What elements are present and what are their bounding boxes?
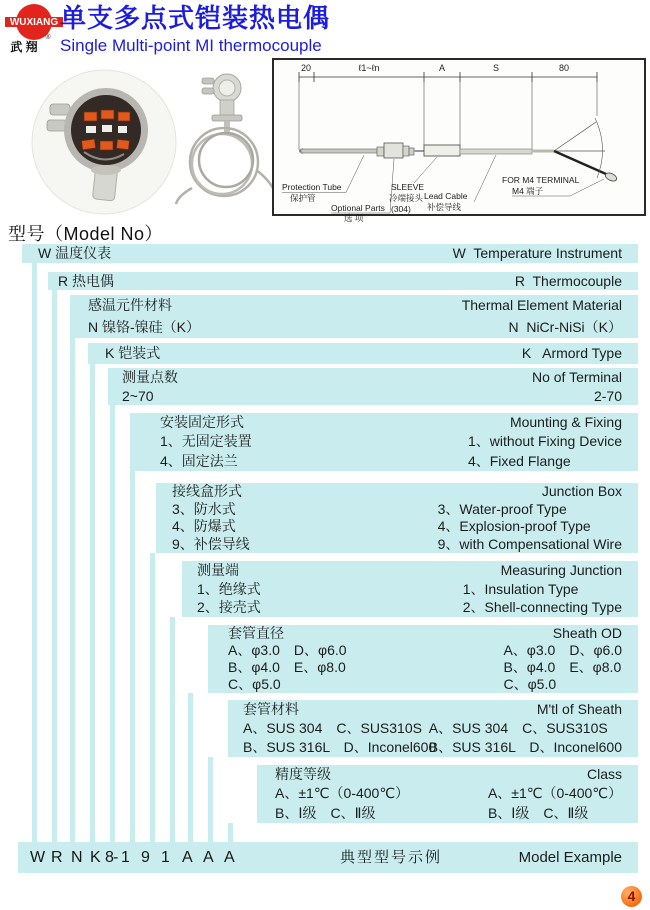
- example-code-char: A: [203, 849, 214, 866]
- table-row: [48, 272, 638, 290]
- row-line-en: 4、Explosion-proof Type: [437, 518, 591, 534]
- label-protection-tube-en: Protection Tube: [282, 182, 342, 192]
- row-label-en: [462, 295, 622, 338]
- row-label-en: [468, 413, 622, 471]
- row-line-en: 2-70: [593, 387, 622, 404]
- wuxiang-logo-icon: [4, 2, 68, 54]
- example-code-char: 8: [105, 849, 114, 866]
- row-label-en: [532, 368, 622, 405]
- row-line-cn: R 热电偶: [58, 273, 114, 289]
- code-connector-strip: [150, 553, 155, 842]
- code-connector-strip: [90, 364, 95, 842]
- row-line-en: A、φ3.0 D、φ6.0: [503, 642, 622, 658]
- code-connector-strip: [228, 823, 233, 842]
- example-code-char: N: [71, 849, 83, 866]
- dim-s: S: [492, 63, 500, 73]
- example-code-char: K: [90, 849, 101, 866]
- row-label-en: [522, 343, 622, 364]
- logo-chinese-text: 武 翔: [10, 40, 38, 54]
- page-number-badge: [621, 886, 642, 907]
- row-line-cn: A、±1℃（0-400℃）: [275, 785, 410, 802]
- row-line-en: Thermal Element Material: [461, 297, 622, 313]
- row-line-cn: 2~70: [122, 387, 154, 404]
- label-protection-tube-cn: 保护管: [290, 193, 316, 203]
- row-line-en: 1、Insulation Type: [462, 580, 579, 597]
- table-row: [156, 483, 638, 553]
- row-label-cn: [58, 272, 114, 290]
- row-line-cn: 感温元件材料: [88, 297, 172, 313]
- code-connector-strip: [70, 338, 75, 842]
- row-line-en: A、±1℃（0-400℃）: [487, 785, 622, 802]
- code-connector-strip: [130, 471, 135, 842]
- row-line-en: M'tl of Sheath: [536, 701, 622, 717]
- row-label-cn: [243, 700, 436, 757]
- row-line-cn: W 温度仪表: [38, 245, 112, 261]
- dimension-drawing-icon: [274, 60, 644, 223]
- example-label-en: Model Example: [518, 849, 622, 866]
- row-line-en: K Armord Type: [521, 345, 622, 361]
- table-row: [88, 343, 638, 364]
- label-optional-parts-cn: 选 项: [344, 213, 364, 223]
- table-row: [182, 561, 638, 617]
- row-line-cn: 4、固定法兰: [160, 452, 238, 469]
- code-connector-strip: [188, 693, 193, 842]
- row-line-en: Mounting & Fixing: [509, 414, 622, 430]
- row-line-cn: C、φ5.0: [228, 676, 281, 692]
- example-label-cn: 典型型号示例: [340, 849, 443, 866]
- row-line-cn: 9、补偿导线: [172, 535, 250, 552]
- table-row: [70, 295, 638, 338]
- row-line-cn: N 镍铬-镍硅（K）: [88, 318, 200, 335]
- row-line-cn: 2、接壳式: [197, 599, 261, 616]
- code-connector-strip: [52, 290, 57, 842]
- row-line-cn: 安装固定形式: [160, 414, 244, 430]
- table-row: [208, 625, 638, 693]
- logo-registered-mark: ®: [45, 34, 51, 41]
- thermocouple-photo-icon: [172, 70, 287, 210]
- row-label-cn: [228, 625, 347, 693]
- code-connector-strip: [32, 263, 37, 842]
- product-photo-thermocouple: [172, 70, 287, 210]
- row-line-cn: 1、无固定装置: [160, 433, 252, 450]
- row-line-cn: A、SUS 304 C、SUS310S: [243, 720, 422, 736]
- example-code-char: 9: [141, 849, 150, 866]
- row-label-cn: [160, 413, 252, 471]
- label-m4-terminal-cn: M4 端子: [512, 186, 544, 196]
- label-lead-cable-en: Lead Cable: [424, 191, 468, 201]
- row-line-en: Measuring Junction: [500, 562, 622, 578]
- row-line-en: 3、Water-proof Type: [437, 500, 567, 517]
- row-line-en: 2、Shell-connecting Type: [462, 599, 622, 616]
- label-m4-terminal-en: FOR M4 TERMINAL: [502, 175, 580, 185]
- row-line-cn: 测量点数: [122, 369, 178, 385]
- label-lead-cable-cn: 补偿导线: [427, 202, 462, 212]
- row-label-en: [503, 625, 622, 693]
- row-line-en: Junction Box: [541, 483, 622, 499]
- row-line-en: 9、with Compensational Wire: [437, 535, 622, 552]
- row-label-en: [429, 700, 622, 757]
- technical-drawing: [272, 58, 646, 223]
- row-label-cn: [172, 483, 250, 553]
- row-line-en: B、SUS 316L D、Inconel600: [428, 739, 622, 755]
- row-label-en: [463, 561, 622, 617]
- row-line-en: C、φ5.0: [503, 676, 557, 692]
- logo-brand-text: WUXIANG: [9, 17, 59, 28]
- model-no-heading: 型号（Model No）: [8, 224, 164, 244]
- row-line-cn: 精度等级: [275, 766, 331, 782]
- row-line-cn: 3、防水式: [172, 500, 236, 517]
- product-photo-junction-box: [22, 68, 187, 220]
- table-row: [228, 700, 638, 757]
- code-connector-strip: [208, 757, 213, 842]
- table-row: [257, 765, 638, 823]
- row-label-en: [515, 272, 622, 290]
- row-label-cn: [122, 368, 178, 405]
- label-sleeve-en: SLEEVE: [391, 182, 425, 192]
- row-label-cn: [38, 244, 111, 263]
- row-label-cn: [275, 765, 409, 823]
- row-line-en: A、SUS 304 C、SUS310S: [428, 720, 608, 736]
- label-sleeve-cn: 冷端接头: [389, 193, 424, 203]
- row-line-cn: K 铠装式: [105, 345, 161, 361]
- row-label-cn: [88, 295, 200, 338]
- row-line-cn: 接线盒形式: [172, 483, 242, 499]
- row-line-en: No of Terminal: [531, 369, 622, 385]
- row-line-en: B、Ⅰ级 C、Ⅱ级: [487, 804, 589, 821]
- example-code-char: A: [182, 849, 193, 866]
- row-line-cn: B、SUS 316L D、Inconel600: [243, 739, 437, 755]
- row-label-en: [488, 765, 622, 823]
- code-connector-strip: [110, 405, 115, 842]
- example-code-char: A: [224, 849, 235, 866]
- table-row: [130, 413, 638, 471]
- table-row: [108, 368, 638, 405]
- example-code-char: 1: [121, 849, 130, 866]
- model-example-row: [18, 842, 638, 873]
- row-label-cn: [197, 561, 261, 617]
- row-label-en: [453, 244, 622, 263]
- code-connector-strip: [170, 617, 175, 842]
- row-label-en: [438, 483, 622, 553]
- row-line-en: Sheath OD: [552, 625, 622, 641]
- row-line-cn: B、Ⅰ级 C、Ⅱ级: [275, 804, 376, 821]
- dim-a: A: [438, 63, 446, 73]
- row-line-cn: 1、绝缘式: [197, 580, 261, 597]
- example-code-char: 1: [161, 849, 170, 866]
- example-code-char: W: [30, 849, 46, 866]
- row-line-en: B、φ4.0 E、φ8.0: [503, 659, 622, 675]
- label-optional-parts-en: Optional Parts: [331, 203, 385, 213]
- table-row: [22, 244, 638, 263]
- row-line-cn: 4、防爆式: [172, 518, 236, 534]
- example-code-char: R: [51, 849, 63, 866]
- page-number: 4: [627, 888, 636, 904]
- row-line-cn: 测量端: [197, 562, 239, 578]
- page-title: 单支多点式铠装热电偶: [60, 3, 331, 33]
- page-header: [60, 2, 330, 58]
- page-subtitle: Single Multi-point MI thermocouple: [60, 36, 322, 55]
- row-line-en: N NiCr-NiSi（K）: [508, 318, 622, 335]
- row-line-en: Class: [586, 766, 622, 782]
- junction-box-photo-icon: [22, 68, 187, 220]
- row-line-cn: 套管直径: [228, 625, 284, 641]
- row-line-cn: A、φ3.0 D、φ6.0: [228, 642, 347, 658]
- label-sleeve-note: (304): [391, 204, 411, 214]
- row-line-cn: 套管材料: [243, 701, 299, 717]
- row-line-en: 4、Fixed Flange: [467, 452, 571, 469]
- row-line-en: 1、without Fixing Device: [467, 433, 622, 450]
- row-line-cn: B、φ4.0 E、φ8.0: [228, 659, 346, 675]
- brand-logo: [4, 2, 68, 54]
- row-label-cn: [105, 343, 160, 364]
- dim-80: 80: [558, 63, 570, 73]
- row-line-en: R Thermocouple: [514, 273, 622, 289]
- dim-20: 20: [300, 63, 312, 73]
- dim-l1-ln: ℓ1~ℓn: [358, 63, 380, 73]
- row-line-en: W Temperature Instrument: [452, 245, 622, 261]
- example-code-char: -: [113, 849, 119, 866]
